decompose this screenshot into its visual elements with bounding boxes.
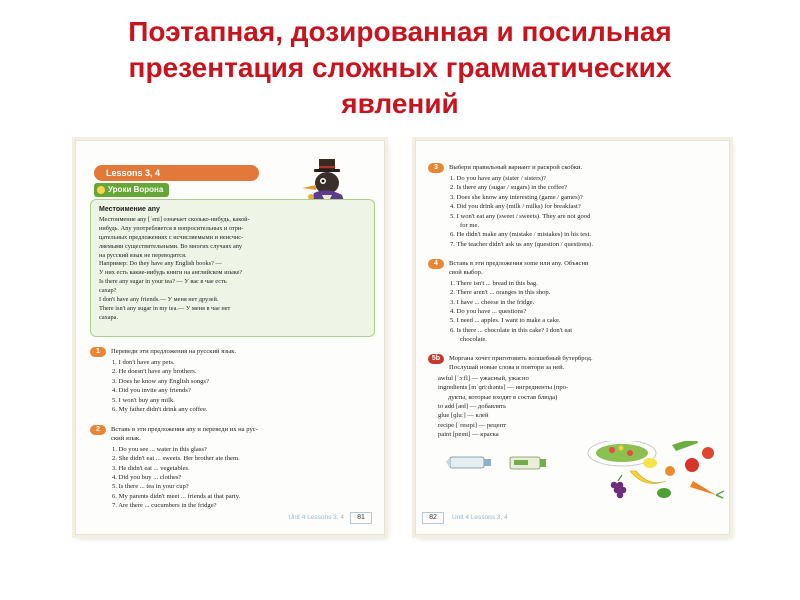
rule-line: There isn't any sugar in my tea.— У меня в чае нет [99,304,231,312]
exercise-number-badge: 2 [90,425,106,435]
exercise-item: 1. Do you have any (sister / sisters)? [450,175,546,182]
page-footer [416,512,730,524]
exercise-item: 3. He didn't eat ... vegetables. [112,464,190,472]
exercise-item: to add [æd] — добавлять [438,403,507,411]
leek-icon [672,441,698,451]
orange-icon [665,466,675,476]
pepper-icon [657,488,671,498]
exercise-item: 2. She didn't eat ... sweets. Her brother ate them. [112,455,240,463]
rule-line: Is there any sugar in your tea? — У вас в чае есть [99,278,227,286]
exercise-number-badge: 1 [90,347,106,357]
rule-line: сахар? [99,287,117,295]
exercise-item: 7. Are there ... cucumbers in the fridge? [112,502,217,510]
footer-unit-label: Unit 4 Lessons 3, 4 [288,514,344,521]
tomato-icon [702,447,714,459]
exercise-item: ingredients [ɪnˈɡriːdɪənts] — ингредиенты (про- [438,384,569,392]
apple-icon [685,458,699,472]
rule-line: нибудь. Any употребляется в вопросительных и отри- [99,224,244,232]
slide-title-line-2: презентация сложных грамматических [128,52,672,83]
page-footer [76,512,385,524]
exercise-item: дукты, которые входят в состав блюда) [448,393,558,401]
exercise-instruction: Переведи эти предложения на русский язык. [111,348,237,355]
exercise-item: 3. I have ... cheese in the fridge. [450,298,535,306]
exercise-item: 2. There aren't ... oranges in this shop. [450,289,551,297]
slide-title [20,14,780,122]
exercise-2 [90,425,378,511]
exercise-item: 3. Does he know any English songs? [112,377,209,385]
rule-line: Например: Do they have any English books? — [99,260,222,268]
exercise-item: 5. I won't buy any milk. [112,396,175,404]
exercise-instruction: Послушай новые слова и повтори за ней. [449,364,565,372]
exercise-item: 7. The teacher didn't ask us any (question / questions). [450,240,593,248]
carrot-icon [690,481,716,495]
exercise-item: 2. Is there any (sugar / sugars) in the coffee? [450,184,568,192]
exercise-number-badge: 5b [428,354,444,364]
exercise-item: 2. He doesn't have any brothers. [112,368,197,376]
exercise-3 [428,163,724,249]
exercise-item: for me. [460,222,480,230]
exercise-item: chocolate. [460,336,487,344]
exercise-item: 6. My father didn't drink any coffee. [112,406,208,414]
slide-title-line-3: явлений [341,88,459,119]
exercise-item: awful [ˈɔːfl] — ужасный, ужасно [438,374,529,382]
exercise-number-badge: 4 [428,259,444,269]
rule-line: ляемыми существительными. Во многих случаях any [99,242,243,250]
rule-line: на русский язык не переводится. [99,251,187,259]
exercise-item: glue [ɡluː] — клей [438,412,489,420]
rule-line: I don't have any friends.— У меня нет друзей. [99,296,219,304]
slide-title-line-1: Поэтапная, дозированная и посильная [128,16,672,47]
rule-line: сахара. [99,313,119,321]
exercise-item: 4. Did you invite any friends? [112,387,191,395]
exercise-item: paint [peɪnt] — краска [438,431,499,439]
rule-title: Местоимение any [99,206,160,213]
exercise-item: 6. He didn't make any (mistake / mistakes) in his test. [450,231,592,239]
textbook-page-right [415,140,730,535]
exercise-item: 1. I don't have any pets. [112,359,175,366]
exercise-4 [428,259,724,345]
exercise-5 [428,354,724,440]
exercise-item: 5. I need ... apples. I want to make a cake. [450,317,561,325]
rule-line: У них есть какие-нибудь книги на английском языке? [99,269,243,277]
exercise-item: 1. There isn't ... bread in this bag. [450,279,538,287]
exercise-instruction: ский язык. [111,435,141,443]
rule-line: цательных предложениях с исчисляемыми и неисчис- [99,233,244,241]
exercise-instruction: свой выбор. [449,269,483,277]
exercise-instruction: Вставь в эти предложения some или any. Объясни [449,260,589,267]
exercise-number-badge: 3 [428,163,444,173]
exercise-item: recipe [ˈresɪpi] — рецепт [438,421,506,429]
exercise-item: 5. I won't eat any (sweet / sweets). They are not good [450,212,591,220]
exercise-item: 6. Is there ... chocolate in this cake? I don't eat [450,326,573,334]
banana-icon [630,471,666,483]
exercise-instruction: Моргана хочет приготовить волшебный бутерброд. [449,355,593,362]
exercise-instruction: Выбери правильный вариант и раскрой скобки. [449,164,583,171]
footer-unit-label: Unit 4 Lessons 3, 4 [452,514,508,521]
exercise-item: 4. Did you buy ... clothes? [112,474,182,482]
exercise-instruction: Вставь в эти предложения any и переведи их на рус- [111,426,258,433]
paint-tube-icon [446,457,491,468]
exercise-item: 4. Do you have ... questions? [450,308,527,316]
glue-tube-icon [510,457,546,469]
page-number: 82 [422,512,444,524]
lemon-icon [643,458,657,468]
lesson-banner: Lessons 3, 4 [94,165,259,181]
exercise-item: 6. My parents didn't meet ... friends at that party. [112,492,241,500]
food-illustration [444,441,729,521]
exercise-1 [90,347,378,414]
ravens-lessons-tag: Уроки Ворона [94,183,169,197]
grapes-icon [611,475,627,498]
grammar-rule-box [90,199,375,337]
textbook-page-left [75,140,385,535]
page-number: 81 [350,512,372,524]
exercise-item: 1. Do you see ... water in this glass? [112,445,207,453]
exercise-item: 5. Is there ... tea in your cup? [112,483,189,491]
rule-line: Местоимение any [ˈeni] означает сколько-нибудь, какой- [99,215,250,223]
exercise-item: 4. Did you drink any (milk / milks) for breakfast? [450,203,581,211]
exercise-item: 3. Does she know any interesting (game / games)? [450,193,583,201]
